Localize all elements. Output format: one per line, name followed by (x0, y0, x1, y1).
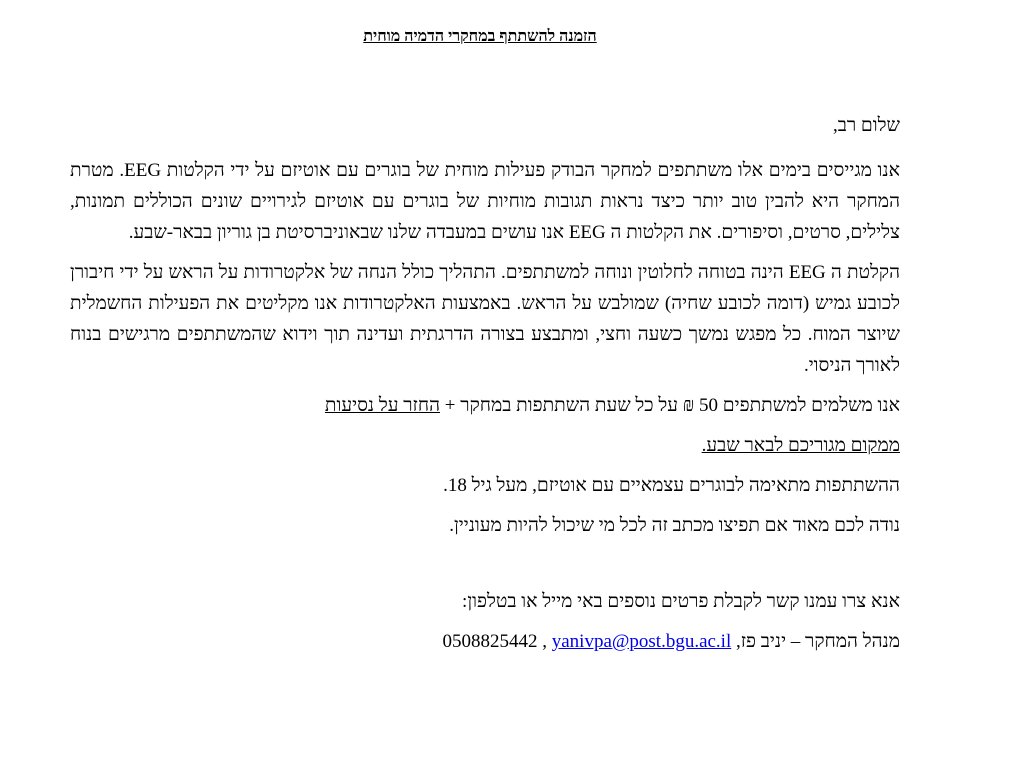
travel-refund-text: החזר על נסיעות (324, 395, 441, 416)
thanks-line: נודה לכם מאוד אם תפיצו מכתב זה לכל מי שיכול להיות מעוניין. (449, 515, 900, 536)
location-note: ממקום מגוריכם לבאר שבע. (701, 435, 900, 456)
manager-label: מנהל המחקר – יניב פז, (731, 631, 900, 652)
document-body (70, 110, 900, 666)
payment-text: אנו משלמים למשתתפים 50 ₪ על כל שעת השתתפות במחקר + (440, 395, 900, 416)
spacer (70, 550, 900, 586)
greeting: שלום רב, (832, 115, 900, 136)
location-line (70, 430, 900, 461)
contact-line (70, 626, 900, 657)
contact-prompt: אנא צרו עמנו קשר לקבלת פרטים נוספים באי מייל או בטלפון: (462, 591, 900, 612)
phone-number: 0508825442 (442, 631, 538, 652)
intro-paragraph: אנו מגייסים בימים אלו משתתפים למחקר הבודק פעילות מוחית של בוגרים עם אוטיזם על ידי הקלטות EEG. מטרת המחקר היא להבין טוב יותר כיצד נראות תגובות מוחיות של בוגרים עם אוטיזם לגירויים שונים הכוללים תמונות, צלילים, סרטים, וסיפורים. את הקלטות ה EEG אנו עושים במעבדה שלנו שבאוניברסיטת בן גוריון בבאר-שבע. (70, 160, 900, 243)
procedure-paragraph: הקלטת ה EEG הינה בטוחה לחלוטין ונוחה למשתתפים. התהליך כולל הנחה של אלקטרודות על הראש על ידי חיבורן לכובע גמיש (דומה לכובע שחיה) שמולבש על הראש. באמצעות האלקטרודות אנו מקליטים את הפעילות החשמלית שיוצר המוח. כל מפגש נמשך כשעה וחצי, ומתבצע בצורה הדרגתית ועדינה תוך וידוא שהמשתתפים מרגישים בנוח לאורך הניסוי. (70, 262, 900, 376)
separator: , (537, 631, 552, 652)
document-title: הזמנה להשתתף במחקרי הדמיה מוחית (363, 28, 597, 45)
payment-line (70, 390, 900, 421)
eligibility-line: ההשתתפות מתאימה לבוגרים עצמאיים עם אוטיזם, מעל גיל 18. (443, 475, 900, 496)
email-link[interactable]: yanivpa@post.bgu.ac.il (551, 631, 732, 652)
